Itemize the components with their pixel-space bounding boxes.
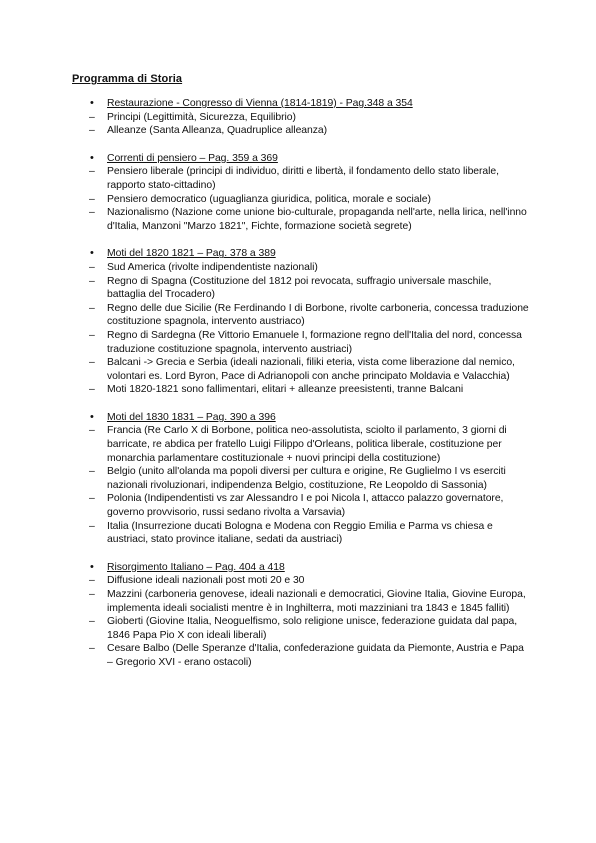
dash-icon: – (89, 493, 95, 505)
dash-icon: – (89, 520, 95, 532)
dash-icon: – (89, 575, 95, 587)
list-item (72, 465, 532, 492)
section-heading (72, 97, 532, 111)
list-item (72, 111, 532, 125)
section-heading (72, 411, 532, 425)
list-item-text: Regno delle due Sicilie (Re Ferdinando I di Borbone, rivolte carboneria, concessa traduzione costituzione spagnola, intervento austriaco) (107, 302, 529, 328)
list-item-text: Mazzini (carboneria genovese, ideali nazionali e democratici, Giovine Italia, Giovine Europa, implementa ideali socialisti mentre è in Inghilterra, moti mazziniani tra 1843 e 1845 falliti) (107, 589, 526, 614)
bullet-icon: • (90, 560, 94, 573)
dash-icon: – (89, 193, 95, 205)
list-item-text: Belgio (unito all'olanda ma popoli diversi per cultura e origine, Re Guglielmo I vs eserciti nazionali rivoluzionari, indipendenza Belgio, costituzione, Re Leopoldo di Sassonia) (107, 466, 506, 491)
list-item (72, 520, 532, 547)
list-item (72, 165, 532, 192)
dash-icon: – (89, 125, 95, 137)
list-item-text: Moti 1820-1821 sono fallimentari, elitari + alleanze preesistenti, tranne Balcani (107, 384, 464, 396)
list-item (72, 588, 532, 615)
dash-icon: – (89, 466, 95, 478)
list-item (72, 615, 532, 642)
list-item (72, 492, 532, 519)
section-heading-text: Moti del 1830 1831 – Pag. 390 a 396 (107, 411, 276, 423)
list-item (72, 124, 532, 138)
list-item (72, 383, 532, 397)
section-heading (72, 152, 532, 166)
list-item (72, 302, 532, 329)
list-item (72, 356, 532, 383)
section-restaurazione (72, 97, 532, 138)
list-item (72, 574, 532, 588)
section-heading-text: Moti del 1820 1821 – Pag. 378 a 389 (107, 248, 276, 260)
dash-icon: – (89, 425, 95, 437)
list-item-text: Polonia (Indipendentisti vs zar Alessandro I e poi Nicola I, attacco palazzo governatore, governo provvisorio, russi sedano rivolta a Varsavia) (107, 493, 504, 519)
list-item-text: Francia (Re Carlo X di Borbone, politica neo-assolutista, sciolto il parlamento, 3 giorni di barricate, re abdica per fratello Luigi Filippo d'Orleans, politica liberale, costituzione per monarchia parlamentare costituzionale + nuovi principi della costituzione) (107, 425, 507, 464)
list-item (72, 424, 532, 465)
section-heading-text: Risorgimento Italiano – Pag. 404 a 418 (107, 561, 285, 573)
dash-icon: – (89, 357, 95, 369)
dash-icon: – (89, 166, 95, 178)
section-heading (72, 247, 532, 261)
section-correnti-di-pensiero (72, 152, 532, 234)
dash-icon: – (89, 329, 95, 341)
bullet-icon: • (90, 97, 94, 109)
dash-icon: – (89, 302, 95, 314)
list-item (72, 642, 532, 669)
list-item (72, 206, 532, 233)
dash-icon: – (89, 589, 95, 600)
list-item (72, 329, 532, 356)
dash-icon: – (89, 261, 95, 273)
bullet-icon: • (90, 247, 94, 260)
list-item-text: Balcani -> Grecia e Serbia (ideali nazionali, filiki eteria, vista come liberazione dal nemico, volontari es. Lord Byron, Pace di Adrianopoli con anche principato Moldavia e Valacchia) (107, 357, 515, 382)
list-item-text: Regno di Spagna (Costituzione del 1812 poi revocata, suffragio universale maschile, battaglia del Trocadero) (107, 275, 492, 301)
dash-icon: – (89, 275, 95, 287)
list-item-text: Gioberti (Giovine Italia, Neoguelfismo, solo religione unisce, federazione guidata dal papa, 1846 Papa Pio X con ideali liberali) (107, 616, 518, 641)
list-item-text: Italia (Insurrezione ducati Bologna e Modena con Reggio Emilia e Parma vs chiesa e austriaci, stato province italiane, sedati da austriaci) (107, 520, 493, 546)
dash-icon: – (89, 643, 95, 655)
section-risorgimento-italiano (72, 561, 532, 670)
dash-icon: – (89, 616, 95, 628)
list-item (72, 275, 532, 302)
list-item (72, 193, 532, 207)
list-item-text: Cesare Balbo (Delle Speranze d'Italia, confederazione guidata da Piemonte, Austria e Papa – Gregorio XVI - erano ostacoli) (107, 643, 524, 668)
section-moti-1820-1821 (72, 247, 532, 397)
sections-list (72, 97, 532, 684)
section-heading (72, 561, 532, 575)
list-item-text: Nazionalismo (Nazione come unione bio-culturale, propaganda nell'arte, nella lirica, nell'inno d'Italia, Manzoni "Marzo 1821", Fichte, formazione società segrete) (107, 207, 527, 232)
bullet-icon: • (90, 410, 94, 423)
list-item-text: Sud America (rivolte indipendentiste nazionali) (107, 261, 318, 273)
list-item-text: Pensiero democratico (uguaglianza giuridica, politica, morale e sociale) (107, 193, 431, 205)
list-item-text: Diffusione ideali nazionali post moti 20 e 30 (107, 575, 305, 587)
bullet-icon: • (90, 151, 94, 164)
dash-icon: – (89, 111, 95, 123)
list-item-text: Regno di Sardegna (Re Vittorio Emanuele I, formazione regno dell'Italia del nord, concessa traduzione costituzione spagnola, intervento austriaci) (107, 329, 522, 355)
list-item-text: Alleanze (Santa Alleanza, Quadruplice alleanza) (107, 125, 328, 137)
list-item-text: Pensiero liberale (principi di individuo, diritti e libertà, il fondamento dello stato liberale, rapporto stato-cittadino) (107, 166, 499, 191)
list-item (72, 261, 532, 275)
page-title: Programma di Storia (72, 73, 183, 85)
section-heading-text: Correnti di pensiero – Pag. 359 a 369 (107, 152, 278, 164)
list-item-text: Principi (Legittimità, Sicurezza, Equilibrio) (107, 111, 296, 123)
dash-icon: – (89, 384, 95, 396)
dash-icon: – (89, 207, 95, 219)
section-moti-1830-1831 (72, 411, 532, 547)
section-heading-text: Restaurazione - Congresso di Vienna (1814-1819) - Pag.348 a 354 (107, 98, 413, 109)
